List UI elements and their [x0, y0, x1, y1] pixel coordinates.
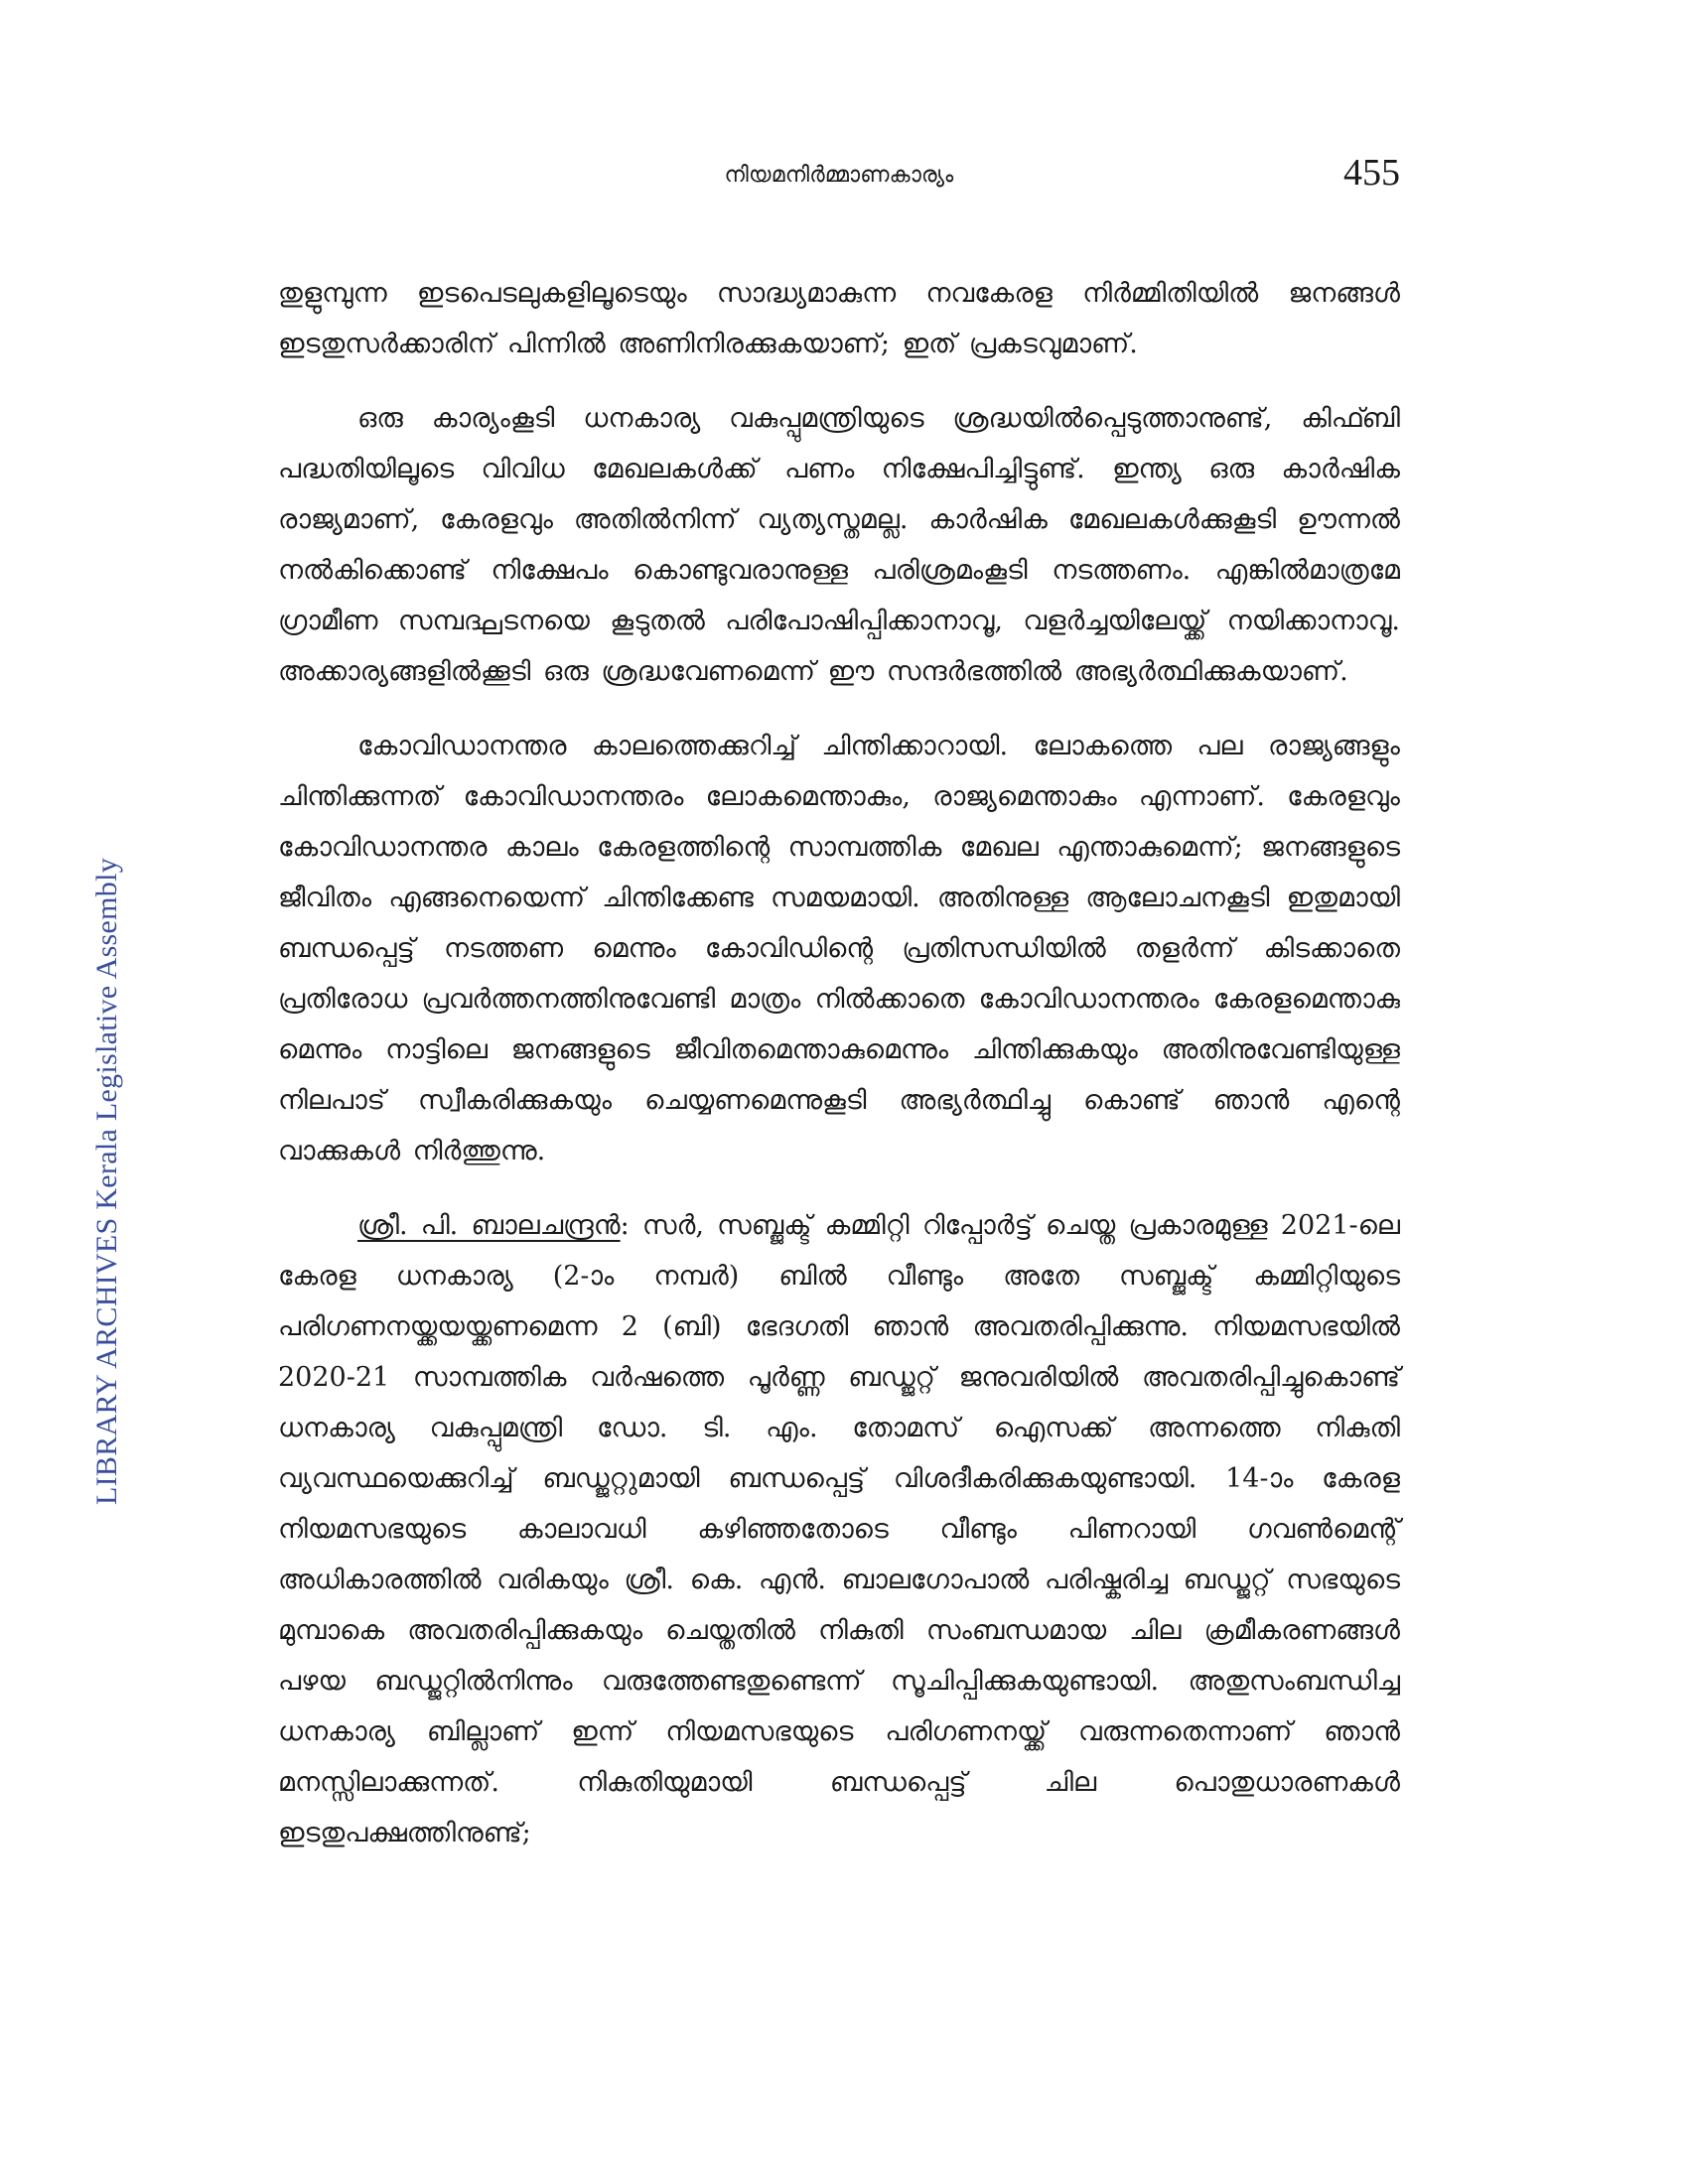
speaker-name: ശ്രീ. പി. ബാലചന്ദ്രൻ	[357, 1210, 621, 1241]
watermark-text: LIBRARY ARCHIVES Kerala Legislative Assembly	[90, 857, 123, 1506]
paragraph-4	[278, 1200, 1400, 1858]
paragraph-1: തുളുമ്പുന്ന ഇടപെടലുകളിലൂടെയും സാദ്ധ്യമാകുന്ന നവകേരള നിർമ്മിതിയിൽ ജനങ്ങൾ ഇടതുസർക്കാരിന് പിന്നിൽ അണിനിരക്കുകയാണ്; ഇത് പ്രകടവുമാണ്.	[278, 278, 1400, 359]
speech-text: : സർ, സബ്ജക്ട് കമ്മിറ്റി റിപ്പോർട്ട് ചെയ്ത പ്രകാരമുള്ള 2021-ലെ കേരള ധനകാര്യ (2-ാം നമ്പർ) ബിൽ വീണ്ടും അതേ സബ്ജക്ട് കമ്മിറ്റിയുടെ പരിഗണനയ്ക്കയയ്ക്കണമെന്ന 2 (ബി) ഭേദഗതി ഞാൻ അവതരിപ്പിക്കുന്നു. നിയമസഭയിൽ 2020-21 സാമ്പത്തിക വർഷത്തെ പൂർണ്ണ ബഡ്ജറ്റ് ജനുവരിയിൽ അവതരിപ്പിച്ചുകൊണ്ട് ധനകാര്യ വകുപ്പുമന്ത്രി ഡോ. ടി. എം. തോമസ് ഐസക്ക് അന്നത്തെ നികുതി വ്യവസ്ഥയെക്കുറിച്ച് ബഡ്ജറ്റുമായി ബന്ധപ്പെട്ട് വിശദീകരിക്കുകയുണ്ടായി. 14-ാം കേരള നിയമസഭയുടെ കാലാവധി കഴിഞ്ഞതോടെ വീണ്ടും പിണറായി ഗവൺമെന്റ് അധികാരത്തിൽ വരികയും ശ്രീ. കെ. എൻ. ബാലഗോപാൽ പരിഷ്കരിച്ച ബഡ്ജറ്റ് സഭയുടെ മുമ്പാകെ അവതരിപ്പിക്കുകയും ചെയ്തതിൽ നികുതി സംബന്ധമായ ചില ക്രമീകരണങ്ങൾ പഴയ ബഡ്ജറ്റിൽനിന്നും വരുത്തേണ്ടതുണ്ടെന്ന് സൂചിപ്പിക്കുകയുണ്ടായി. അതുസംബന്ധിച്ച ധനകാര്യ ബില്ലാണ് ഇന്ന് നിയമസഭയുടെ പരിഗണനയ്ക്ക് വരുന്നതെന്നാണ് ഞാൻ മനസ്സിലാക്കുന്നത്. നികുതിയുമായി ബന്ധപ്പെട്ട് ചില പൊതുധാരണകൾ ഇടതുപക്ഷത്തിനുണ്ട്;	[278, 1210, 1400, 1848]
page-number: 455	[1343, 152, 1400, 194]
document-body	[278, 268, 1400, 1882]
running-header-title: നിയമനിർമ്മാണകാര്യം	[724, 163, 954, 188]
page-header	[278, 151, 1400, 210]
paragraph-3: കോവിഡാനന്തര കാലത്തെക്കുറിച്ച് ചിന്തിക്കാറായി. ലോകത്തെ പല രാജ്യങ്ങളും ചിന്തിക്കുന്നത് കോവിഡാനന്തരം ലോകമെന്താകും, രാജ്യമെന്താകും എന്നാണ്. കേരളവും കോവിഡാനന്തര കാലം കേരളത്തിന്റെ സാമ്പത്തിക മേഖല എന്താകുമെന്ന്; ജനങ്ങളുടെ ജീവിതം എങ്ങനെയെന്ന് ചിന്തിക്കേണ്ട സമയമായി. അതിനുള്ള ആലോചനകൂടി ഇതുമായി ബന്ധപ്പെട്ട് നടത്തണ മെന്നും കോവിഡിന്റെ പ്രതിസന്ധിയിൽ തളർന്ന് കിടക്കാതെ പ്രതിരോധ പ്രവർത്തനത്തിനുവേണ്ടി മാത്രം നിൽക്കാതെ കോവിഡാനന്തരം കേരളമെന്താകു മെന്നും നാട്ടിലെ ജനങ്ങളുടെ ജീവിതമെന്താകുമെന്നും ചിന്തിക്കുകയും അതിനുവേണ്ടിയുള്ള നിലപാട് സ്വീകരിക്കുകയും ചെയ്യണമെന്നുകൂടി അഭ്യർത്ഥിച്ചു കൊണ്ട് ഞാൻ എന്റെ വാക്കുകൾ നിർത്തുന്നു.	[278, 731, 1400, 1166]
paragraph-2: ഒരു കാര്യംകൂടി ധനകാര്യ വകുപ്പുമന്ത്രിയുടെ ശ്രദ്ധയിൽപ്പെടുത്താനുണ്ട്, കിഫ്ബി പദ്ധതിയിലൂടെ വിവിധ മേഖലകൾക്ക് പണം നിക്ഷേപിച്ചിട്ടുണ്ട്. ഇന്ത്യ ഒരു കാർഷിക രാജ്യമാണ്, കേരളവും അതിൽനിന്ന് വ്യത്യസ്തമല്ല. കാർഷിക മേഖലകൾക്കുകൂടി ഊന്നൽ നൽകിക്കൊണ്ട് നിക്ഷേപം കൊണ്ടുവരാനുള്ള പരിശ്രമംകൂടി നടത്തണം. എങ്കിൽമാത്രമേ ഗ്രാമീണ സമ്പദ്ഘടനയെ കൂടുതൽ പരിപോഷിപ്പിക്കാനാവൂ, വളർച്ചയിലേയ്ക്ക് നയിക്കാനാവൂ. അക്കാര്യങ്ങളിൽക്കൂടി ഒരു ശ്രദ്ധവേണമെന്ന് ഈ സന്ദർഭത്തിൽ അഭ്യർത്ഥിക്കുകയാണ്.	[278, 403, 1400, 687]
